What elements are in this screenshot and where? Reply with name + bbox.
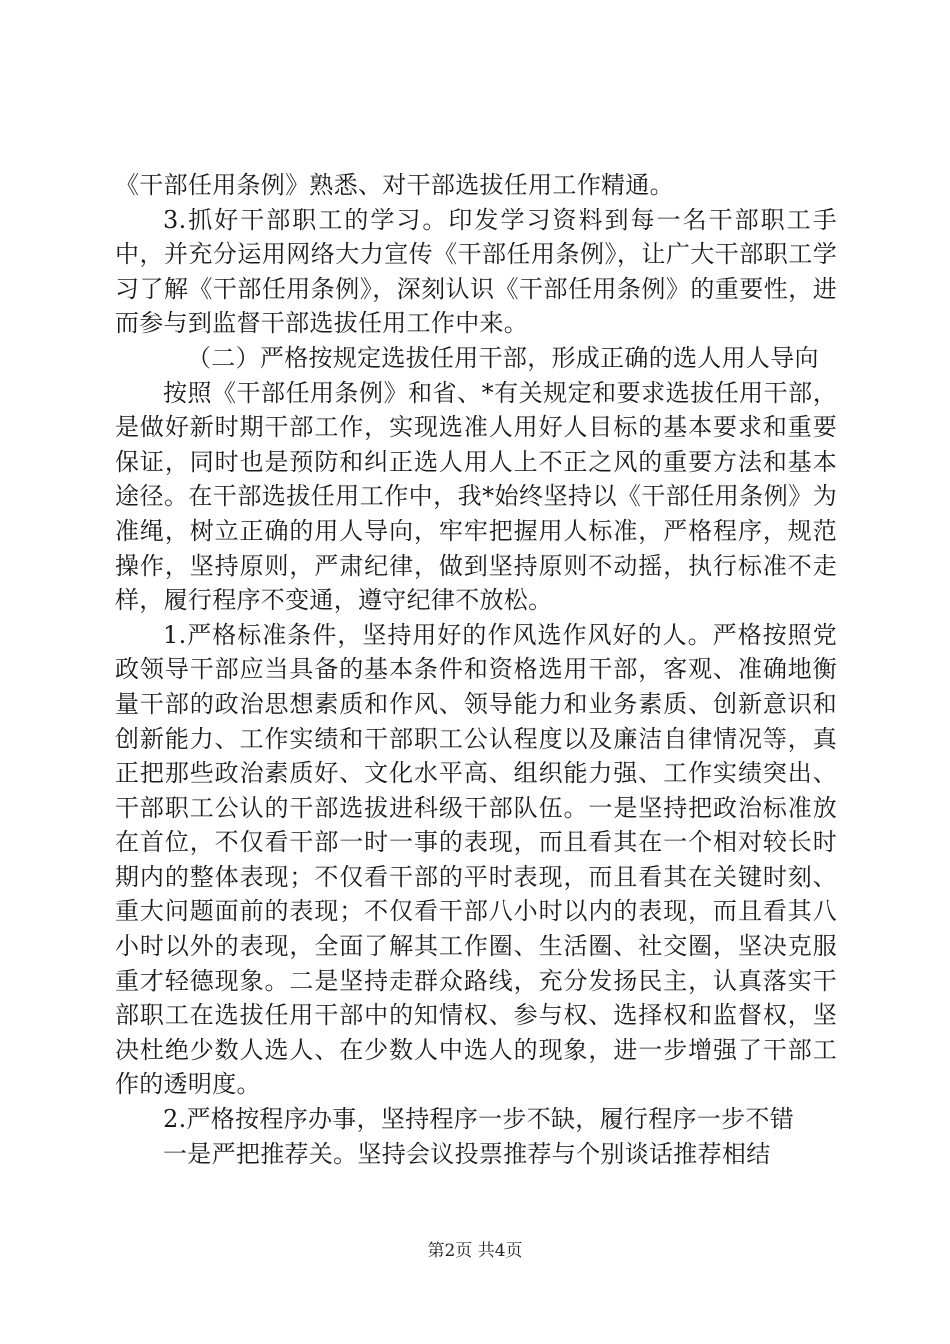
section-heading-2: （二）严格按规定选拔任用干部，形成正确的选人用人导向	[187, 343, 819, 372]
paragraph-item-3: 3.抓好干部职工的学习。印发学习资料到每一名干部职工手中，并充分运用网络大力宣传《干部任用条例》，让广大干部职工学习了解《干部任用条例》，深刻认识《干部任用条例》的重要性，进而参与到监督干部选拔任用工作中来。	[115, 205, 837, 338]
paragraph-recommendation: 一是严把推荐关。坚持会议投票推荐与个别谈话推荐相结	[163, 1139, 771, 1168]
page-number-footer: 第2页 共4页	[427, 1241, 523, 1261]
document-body	[115, 168, 837, 1171]
paragraph-section-intro: 按照《干部任用条例》和省、*有关规定和要求选拔任用干部，是做好新时期干部工作，实现选准人用好人目标的基本要求和重要保证，同时也是预防和纠正选人用人上不正之风的重要方法和基本途径。在干部选拔任用工作中，我*始终坚持以《干部任用条例》为准绳，树立正确的用人导向，牢牢把握用人标准，严格程序，规范操作，坚持原则，严肃纪律，做到坚持原则不动摇，执行标准不走样，履行程序不变通，遵守纪律不放松。	[115, 378, 837, 615]
paragraph-item-2: 2.严格按程序办事，坚持程序一步不缺，履行程序一步不错	[163, 1105, 794, 1134]
paragraph-continuation: 《干部任用条例》熟悉、对干部选拔任用工作精通。	[115, 171, 674, 199]
paragraph-item-1: 1.严格标准条件，坚持用好的作风选作风好的人。严格按照党政领导干部应当具备的基本条件和资格选用干部，客观、准确地衡量干部的政治思想素质和作风、领导能力和业务素质、创新意识和创新能力、工作实绩和干部职工公认程度以及廉洁自律情况等，真正把那些政治素质好、文化水平高、组织能力强、工作实绩突出、干部职工公认的干部选拔进科级干部队伍。一是坚持把政治标准放在首位，不仅看干部一时一事的表现，而且看其在一个相对较长时期内的整体表现；不仅看干部的平时表现，而且看其在关键时刻、重大问题面前的表现；不仅看干部八小时以内的表现，而且看其八小时以外的表现，全面了解其工作圈、生活圈、社交圈，坚决克服重才轻德现象。二是坚持走群众路线，充分发扬民主，认真落实干部职工在选拔任用干部中的知情权、参与权、选择权和监督权，坚决杜绝少数人选人、在少数人中选人的现象，进一步增强了干部工作的透明度。	[115, 620, 837, 1099]
